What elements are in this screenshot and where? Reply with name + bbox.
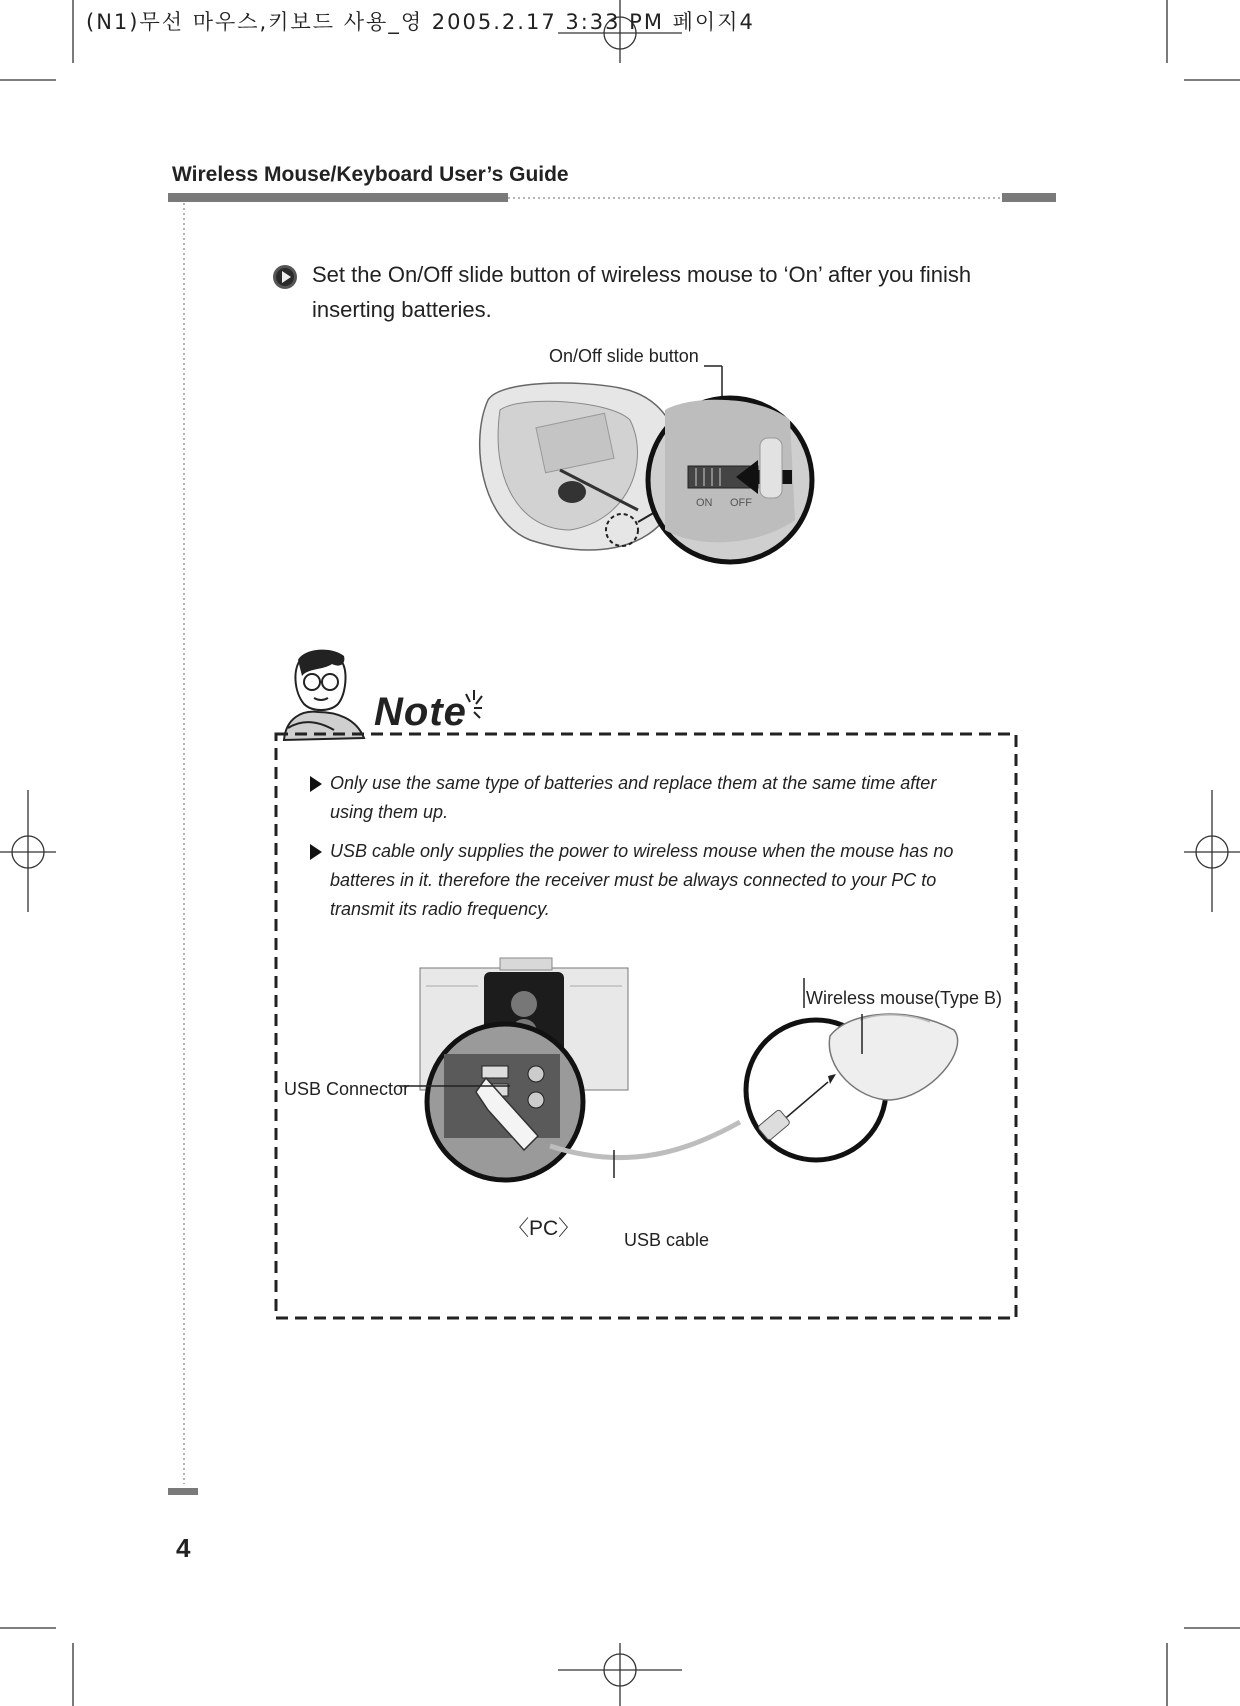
switch-off-label: OFF [730, 497, 752, 509]
note-character-icon [274, 648, 374, 744]
usb-cable-label: USB cable [624, 1230, 710, 1250]
note-title: Note [374, 690, 467, 734]
mouse-underside-illustration [460, 340, 820, 580]
on-off-callout: On/Off slide button [549, 346, 699, 366]
step-instruction: Set the On/Off slide button of wireless mouse to ‘On’ after you finish inserting batteries. [312, 262, 972, 322]
usb-connector-leader [400, 1084, 510, 1088]
usb-connector-label: USB Connector [284, 1079, 410, 1099]
print-slug: (N1)무선 마우스,키보드 사용_영 2005.2.17 3:33 PM 페이지4 [86, 10, 755, 34]
bullet-arrow-icon [310, 776, 322, 792]
switch-on-label: ON [696, 497, 713, 509]
page-number: 4 [176, 1533, 191, 1563]
header-title: Wireless Mouse/Keyboard User’s Guide [172, 163, 569, 186]
note-bullet: Only use the same type of batteries and replace them at the same time after using them up. [330, 773, 937, 822]
sparkle-icon [462, 688, 484, 722]
play-bullet-icon [272, 264, 298, 290]
note-bullet: USB cable only supplies the power to wireless mouse when the mouse has no batteres in it. therefore the receiver must be always connected to your PC to transmit its radio frequency. [330, 841, 954, 919]
wireless-mouse-label: Wireless mouse(Type B) [806, 988, 1003, 1008]
pc-label: 〈PC〉 [508, 1217, 580, 1240]
bullet-arrow-icon [310, 844, 322, 860]
